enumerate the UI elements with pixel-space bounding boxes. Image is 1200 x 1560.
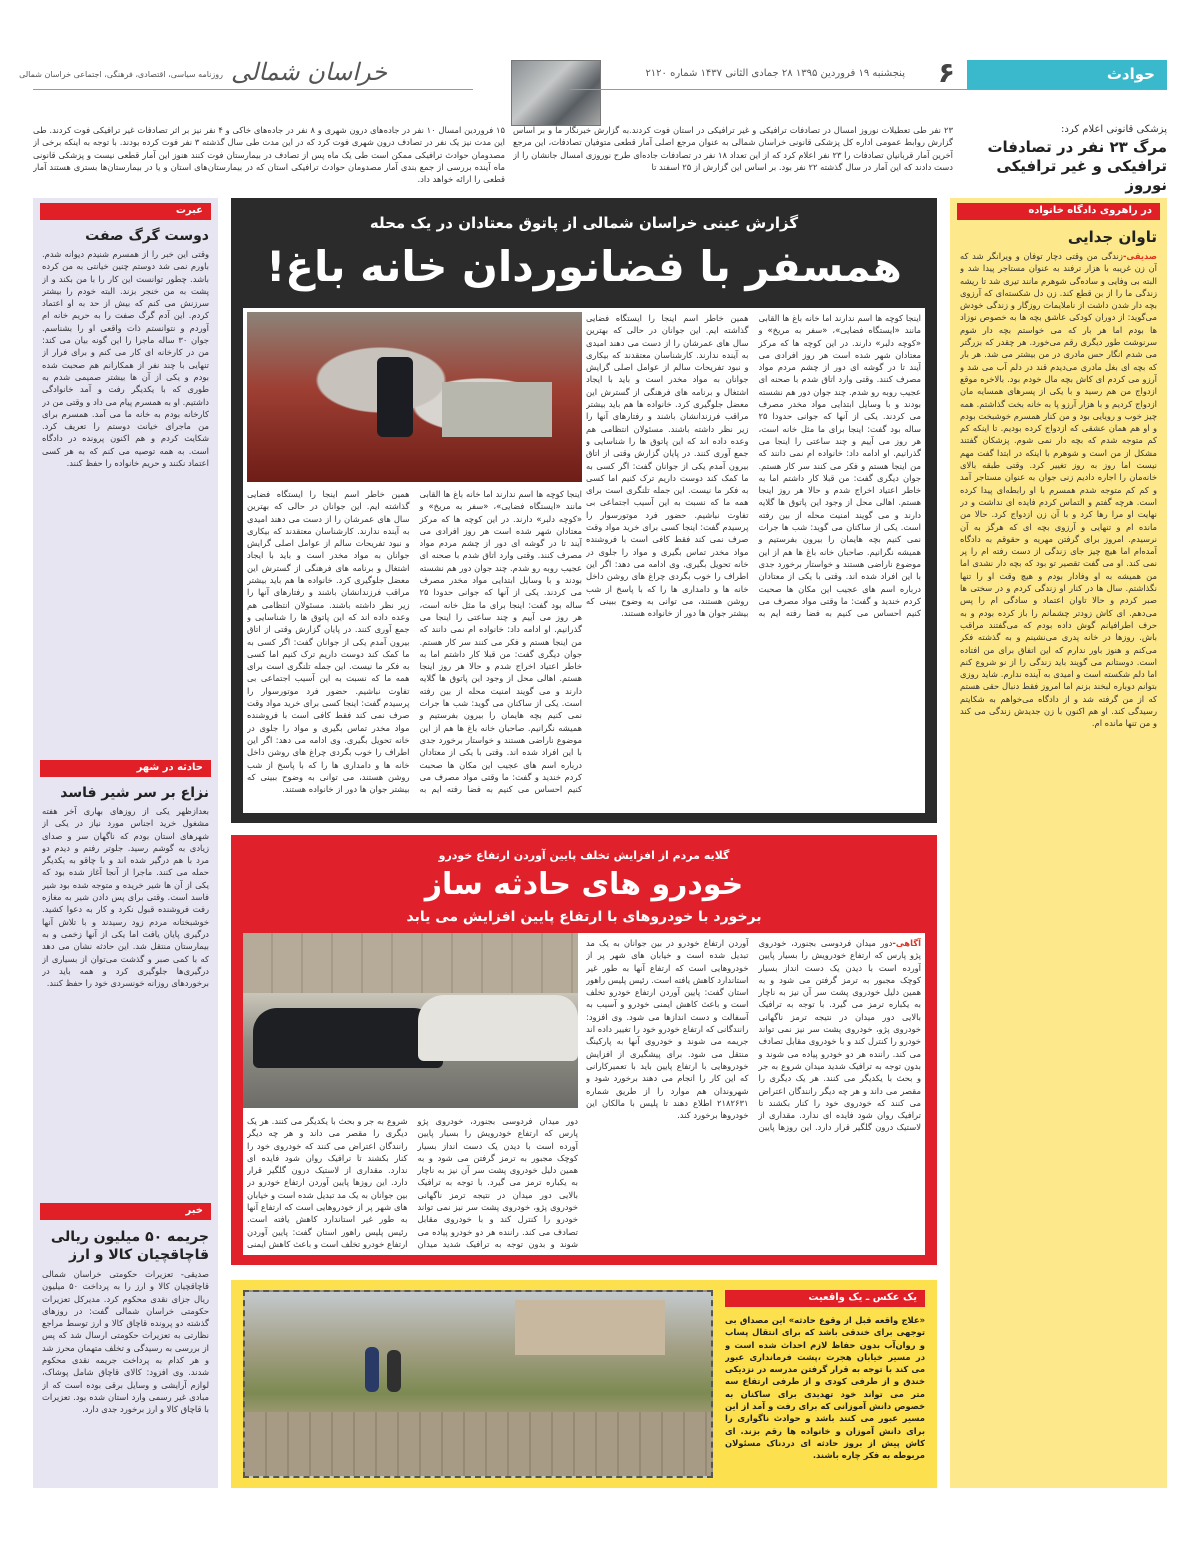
city-incident-bar: حادثه در شهر — [40, 760, 211, 777]
photo-fact-bar: یک عکس ـ یک واقعیت — [725, 1290, 925, 1307]
cars-body — [586, 937, 921, 1251]
cars-headline: خودرو های حادثه ساز — [424, 867, 744, 902]
cars-subheadline: برخورد با خودروهای با ارتفاع پایین افزایش می یابد — [406, 909, 762, 925]
header-rule-right — [570, 89, 1167, 90]
feature-body: اینجا کوچه ها اسم ندارند اما خانه باغ ها القابی مانند «ایستگاه فضایی»، «سفر به مریخ» و «کوچه دلبر» دارند. در این کوچه ها که مرکز معتادان شهر شده است هر روز افرادی می آیند تا در گوشه ای دور از چشم مردم مواد مصرف کنند. وقتی وارد اتاق شدم با صحنه ای عجیب روبه رو شدم. چند جوان دور هم نشسته بودند و با وسایل ابتدایی مواد مخدر مصرف می کردند. یکی از آنها که جوانی حدودا ۲۵ ساله بود گفت: اینجا برای ما مثل خانه است، هر روز می آییم و چند ساعتی را اینجا می گذرانیم. او ادامه داد: خانواده ام نمی دانند که من اینجا هستم و فکر می کنند سر کار هستم. جوان دیگری گفت: من قبلا کار داشتم اما به خاطر اعتیاد اخراج شدم و حالا هر روز اینجا هستم. اهالی محل از وجود این پاتوق ها گلایه دارند و می گویند امنیت محله از بین رفته است. یکی از ساکنان می گوید: شب ها جرات نمی کنیم بچه هایمان را بیرون بفرستیم و همیشه نگرانیم. صاحبان خانه باغ ها هم از این موضوع ناراضی هستند و خواستار برخورد جدی با این افراد شده اند. وقتی با یکی از معتادان درباره اسم های عجیب این مکان ها صحبت کردم خندید و گفت: ما وقتی مواد مصرف می کنیم احساس می کنیم به فضا رفته ایم به همین خاطر اسم اینجا را ایستگاه فضایی گذاشته ایم. این جوانان در حالی که بهترین سال های عمرشان را از دست می دهند امیدی به آینده ندارند. کارشناسان معتقدند که بیکاری و نبود تفریحات سالم از عوامل اصلی گرایش جوانان به مواد مخدر است و باید با ایجاد اشتغال و برنامه های فرهنگی از گسترش این معضل جلوگیری کرد. خانواده ها هم باید بیشتر مراقب فرزندانشان باشند و رفتارهای آنها را زیر نظر داشته باشند. مسئولان انتظامی هم وعده داده اند که این پاتوق ها را شناسایی و جمع آوری کنند. در پایان گزارش وقتی از اتاق بیرون آمدم یکی از جوانان گفت: اگر کسی به ما کمک کند دوست داریم ترک کنیم اما کسی به فکر ما نیست. این جمله تلنگری است برای همه ما که نسبت به این آسیب اجتماعی بی تفاوت نباشیم. حضور فرد موتورسوار را پرسیدم گفت: اینجا کسی برای خرید مواد وقت صرف نمی کند فقط کافی است با فروشنده مواد مخدر تماس بگیری و مواد را جلوی در خانه تحویل بگیری. وی ادامه می دهد: اگر این اطراف را خوب بگردی چراغ های روشن داخل خانه ها و دامداری ها را که با پاسخ از شب روشن هستند، می توانی به وضوح ببینی که بیشتر جوان ها دور از خانواده هستند. — [247, 489, 582, 795]
cars-body-lower: دور میدان فردوسی بجنورد، خودروی پژو پارس که ارتفاع خودرویش را بسیار پایین آورده است با دیدن یک دست انداز بسیار کوچک مجبور به ترمز گرفتن می شود و به همین دلیل خودروی پشت سر آن نیز به ناچار به یکباره ترمز می گیرد. با توجه به ترافیک بالایی دور میدان در نتیجه ترمز ناگهانی خودروی پژو، خودروی پشت سر نیز نمی تواند خودرو را کنترل کند و با خودروی مقابل تصادف می کند. راننده هر دو خودرو پیاده می شوند و بدون توجه به ترافیک شدید میدان شروع به جر و بحث با یکدیگر می کنند. هر یک دیگری را مقصر می داند و هر چه دیگر رانندگان اعتراض می کنند که خودروی خود را کنار بکشند تا ترافیک روان شود فایده ای ندارد. مقداری از لاستیک درون گلگیر قرار دارد. این روزها پایین آوردن ارتفاع خودرو در بین جوانان به یک مد تبدیل شده است و خیابان های شهر پر از خودروهایی است که ارتفاع آنها به طور غیر استاندارد کاهش یافته است. رئیس پلیس راهور استان گفت: پایین آوردن ارتفاع خودرو تخلف است و باعث کاهش ایمنی — [247, 1116, 578, 1249]
ebrat-body: وقتی این خبر را از همسرم شنیدم دیوانه شدم. باورم نمی شد دوستم چنین خیانتی به من کرده باشد. چطور توانست این کار را با من بکند و از پشت به من خنجر بزند. البته خودم را بیشتر سرزنش می کنم که بیش از حد به او اعتماد کردم. این آدم گرگ صفت را به حریم خانه ام آوردم و نتوانستم ذات واقعی او را بشناسم. جوان ۳۰ ساله ماجرا را این گونه بیان می کند: من در کارخانه ای کار می کنم و برای فرار از تنهایی با چند نفر از همکارانم هم صحبت شده بودم و یکی از آن ها بیشتر صمیمی شدم به طوری که با یکدیگر رفت و آمد خانوادگی داشتیم. او به همسرم پیام می داد و وقتی من در کارخانه بودم به خانه ما می آمد. همسرم برای من ماجرای خیانت دوستم را تعریف کرد. شکایت کردم و هم اکنون پرونده در دادگاه است. به همه توصیه می کنم که به هر کسی اعتماد نکنند و حریم خانواده را حفظ کنند. — [42, 249, 209, 469]
feature-kicker: گزارش عینی خراسان شمالی از پاتوق معتادان در یک محله — [369, 214, 799, 232]
cars-photo-wall — [243, 933, 578, 993]
page-number: ۶ — [937, 56, 955, 89]
city-incident-title: نزاع بر سر شیر فاسد — [60, 785, 209, 801]
feature-body-panel — [243, 308, 925, 813]
feature-photo-object-2 — [442, 382, 552, 437]
header-rule — [33, 89, 473, 90]
top-story-kicker: پزشکی قانونی اعلام کرد: — [1061, 124, 1167, 135]
section-tab: حوادث — [967, 60, 1167, 89]
top-story — [33, 124, 1167, 194]
city-incident-body: بعدازظهر یکی از روزهای بهاری آخر هفته مشغول خرید اجناس مورد نیاز در یکی از شهرهای استان بودم که ناگهان سر و صدای زیادی به گوشم رسید. جلوتر رفتم و دیدم دو مرد با هم درگیر شده اند و با چاقو به یکدیگر حمله می کنند. ماجرا از آنجا آغاز شده بود که یکی از آن ها شیر خریده و متوجه شده بود شیر فاسد است. وقتی برای پس دادن شیر به مغازه رفت فروشنده قبول نکرد و کار به دعوا کشید. خوشبختانه مردم زود رسیدند و با تلاش آنها درگیری پایان یافت اما یکی از آنها زخمی و به بیمارستان منتقل شد. این حادثه نشان می دهد که با کمی صبر و گذشت می‌توان از بسیاری از درگیری‌ها جلوگیری کرد و همه باید در برخوردهای روزانه خونسردی خود را حفظ کنند. — [42, 806, 209, 989]
cars-body-text: دور میدان فردوسی بجنورد، خودروی پژو پارس که ارتفاع خودرویش را بسیار پایین آورده است با دیدن یک دست انداز بسیار کوچک مجبور به ترمز گرفتن می شود و به همین دلیل خودروی پشت سر آن نیز به ناچار به یکباره ترمز می گیرد. با توجه به ترافیک بالایی دور میدان در نتیجه ترمز ناگهانی خودروی پژو، خودروی پشت سر نیز نمی تواند خودرو را کنترل کند و با خودروی مقابل تصادف می کند. راننده هر دو خودرو پیاده می شوند و بدون توجه به ترافیک شدید میدان شروع به جر و بحث با یکدیگر می کنند. هر یک دیگری را مقصر می داند و هر چه دیگر رانندگان اعتراض می کنند که خودروی خود را کنار بکشند تا ترافیک روان شود فایده ای ندارد. مقداری از لاستیک درون گلگیر قرار دارد. این روزها پایین آوردن ارتفاع خودرو در بین جوانان به یک مد تبدیل شده است و خیابان های شهر پر از خودروهایی است که ارتفاع آنها به طور غیر استاندارد کاهش یافته است. رئیس پلیس راهور استان گفت: پایین آوردن ارتفاع خودرو تخلف است و باعث کاهش ایمنی خودرو و آسیب به آسفالت و دست اندازها می شود. وی افزود: رانندگانی که ارتفاع خودرو خود را تغییر داده اند جریمه می شوند و خودروی آنها به پارکینگ منتقل می شود. برای پیشگیری از افزایش خودروهایی با ارتفاع پایین باید با تعمیرکارانی که این کار را انجام می دهند برخورد شود و شهروندان هم موارد را از طریق شماره ۲۱۸۲۶۳۱ اطلاع دهند تا پلیس با مالکان این خودروها برخورد کند. — [586, 938, 921, 1133]
date-line: پنجشنبه ۱۹ فروردین ۱۳۹۵ ۲۸ جمادی الثانی ۱۴۳۷ شماره ۲۱۲۰ — [645, 68, 905, 79]
cars-kicker: گلایه مردم از افزایش تخلف پایین آوردن ارتفاع خودرو — [438, 849, 730, 862]
family-court-column — [950, 198, 1167, 1488]
family-court-title: تاوان جدایی — [1067, 228, 1157, 246]
family-court-byline: صدیقی- — [1122, 251, 1157, 261]
photo-fact-person — [365, 1347, 379, 1392]
news-title: جریمه ۵۰ میلیون ریالی قاچاقچیان کالا و ارز — [50, 1229, 209, 1263]
cars-photo — [243, 933, 578, 1108]
cars-body-panel — [243, 933, 925, 1255]
feature-story — [231, 198, 937, 823]
top-story-col2: ۱۵ فروردین امسال ۱۰ نفر در جاده‌های درون شهری و ۸ نفر در جاده‌های خاکی و ۴ نفر نیز بر اثر تصادفات غیر ترافیکی فوت کردند. طی این مدت نیز یک نفر در تصادف درون شهری فوت کرد که در این مدت طی سال گذشته ۳ نفر فوت کرده بودند. با توجه به اینکه برخی از مصدومان حوادث ترافیکی ممکن است طی یک ماه پس از تصادف در بیمارستان فوت کنند هنوز این آمار قطعی نیست و پزشکی قانونی ماه آینده بررسی از جمع بندی آمار مصدومان حوادث ترافیکی استان که در بیمارستان‌های استان و یا در بیمارستان‌ها بستری هستند آمار قطعی را ارائه خواهد داد. — [33, 125, 505, 185]
feature-body-right: اینجا کوچه ها اسم ندارند اما خانه باغ ها القابی مانند «ایستگاه فضایی»، «سفر به مریخ» و «کوچه دلبر» دارند. در این کوچه ها که مرکز معتادان شهر شده است هر روز افرادی می آیند تا در گوشه ای دور از چشم مردم مواد مصرف کنند. وقتی وارد اتاق شدم با صحنه ای عجیب روبه رو شدم. چند جوان دور هم نشسته بودند و با وسایل ابتدایی مواد مخدر مصرف می کردند. یکی از آنها که جوانی حدودا ۲۵ ساله بود گفت: اینجا برای ما مثل خانه است، هر روز می آییم و چند ساعتی را اینجا می گذرانیم. او ادامه داد: خانواده ام نمی دانند که من اینجا هستم و فکر می کنند سر کار هستم. جوان دیگری گفت: من قبلا کار داشتم اما به خاطر اعتیاد اخراج شدم و حالا هر روز اینجا هستم. اهالی محل از وجود این پاتوق ها گلایه دارند و می گویند امنیت محله از بین رفته است. یکی از ساکنان می گوید: شب ها جرات نمی کنیم بچه هایمان را بیرون بفرستیم و همیشه نگرانیم. صاحبان خانه باغ ها هم از این موضوع ناراضی هستند و خواستار برخورد جدی با این افراد شده اند. وقتی با یکی از معتادان درباره اسم های عجیب این مکان ها صحبت کردم خندید و گفت: ما وقتی مواد مصرف می کنیم احساس می کنیم به فضا رفته ایم به همین خاطر اسم اینجا را ایستگاه فضایی گذاشته ایم. این جوانان در حالی که بهترین سال های عمرشان را از دست می دهند امیدی به آینده ندارند. کارشناسان معتقدند که بیکاری و نبود تفریحات سالم از عوامل اصلی گرایش جوانان به مواد مخدر است و باید با ایجاد اشتغال و برنامه های فرهنگی از گسترش این معضل جلوگیری کرد. خانواده ها هم باید بیشتر مراقب فرزندانشان باشند و رفتارهای آنها را زیر نظر داشته باشند. مسئولان انتظامی هم وعده داده اند که این پاتوق ها را شناسایی و جمع آوری کنند. در پایان گزارش وقتی از اتاق بیرون آمدم یکی از جوانان گفت: اگر کسی به ما کمک کند دوست داریم ترک کنیم اما کسی به فکر ما نیست. این جمله تلنگری است برای همه ما که نسبت به این آسیب اجتماعی بی تفاوت نباشیم. حضور فرد موتورسوار را پرسیدم گفت: اینجا کسی برای خرید مواد وقت صرف نمی کند فقط کافی است با فروشنده مواد مخدر تماس بگیری و مواد را جلوی در خانه تحویل بگیری. وی ادامه می دهد: اگر این اطراف را خوب بگردی چراغ های روشن داخل خانه ها و دامداری ها را که با پاسخ از شب روشن هستند، می توانی به وضوح ببینی که بیشتر جوان ها دور از خانواده هستند. — [586, 313, 921, 619]
photo-fact-wall — [245, 1412, 711, 1476]
photo-fact-person-2 — [387, 1350, 401, 1392]
photo-fact-photo — [243, 1290, 713, 1478]
family-court-body: زندگی من وقتی دچار توفان و ویرانگر شد که آن زن غریبه با هزار ترفند به عنوان مستاجر پیدا شد و البته بی وفایی و ساده‌گی شوهرم مانند تیری شد تا ریشه زندگی ما را از بن قطع کند. زن دل شکسته‌ای که آرزوی بچه دار شدن داشت از ناملایمات روزگار و زندگی خودش می‌گوید: از دوران کودکی عاشق بچه ها به خصوص نوزاد ها بودم اما هر بار که می خواستم بچه دار شوم سرنوشت طور دیگری رقم می‌خورد. هر چقدر که بزرگتر می شدم انگار حس مادری در من بیشتر می شد. هر بار که بچه ای بغل مادری می‌دیدم قند در دلم آب می شد و آرزو می کردم ای کاش بچه مال خودم بود. بالاخره موقع ازدواج من هم رسید و با یکی از پسرهای همسایه مان ازدواج کردیم و با هزار آرزو پا به خانه بخت گذاشتم. همه چیز خوب و رویایی بود و من کنار همسرم خوشبخت بودم و او هم همان عشقی که ازدواج کرده بودیم. تا اینکه کم کم متوجه شدم که بچه دار نمی شوم. پزشکان گفتند مشکل از من است و شوهرم با اینکه در ابتدا گفت مهم نیست اما روز به روز تغییر کرد. وقتی طبقه بالای خانه‌مان را اجاره دادیم زنی جوان به عنوان مستاجر آمد و کم کم متوجه شدم همسرم با او رابطه‌ای پیدا کرده است. هرچه گفتم و التماس کردم فایده ای نداشت و در نهایت او مرا رها کرد و با آن زن ازدواج کرد. حالا من مانده ام و تنهایی و آرزوی بچه ای که هرگز به آن نرسیدم. امروز برای گرفتن مهریه و حقوقم به دادگاه آمده‌ام اما هیچ چیز جای زندگی از دست رفته ام را پر نمی کند. او می گفت تقصیر تو بود که بچه دار نشدی اما من همیشه به او وفادار بودم و هیچ وقت او را تنها نگذاشتم. سال ها در کنار او زندگی کردم و در سختی ها صبر کردم و حالا تاوان اعتماد و سادگی ام را پس می‌دهم. ای کاش زودتر چشمانم را باز کرده بودم و به حرف اطرافیانم گوش داده بودم که می‌گفتند مراقب باش. روزها در خانه پدری می‌نشینم و به گذشته فکر می‌کنم و هنوز باور ندارم که این اتفاق برای من افتاده است. دوستانم می گویند باید زندگی را از نو شروع کنم اما دلم شکسته است و امیدی به آینده ندارم. شاید روزی بتوانم دوباره لبخند بزنم اما امروز فقط دنبال حقی هستم که از من گرفته شد و از دادگاه می‌خواهم به شکایتم رسیدگی کند. او هم اکنون با زن جدیدش زندگی می کند و من تنها مانده ام. — [960, 251, 1157, 729]
ebrat-title: دوست گرگ صفت — [85, 228, 209, 244]
photo-fact-body: «علاج واقعه قبل از وقوع حادثه» این مصداق بی توجهی برای خندقی باشد که برای انتقال پساب و روان‌آب بدون حفاظ لازم احداث شده است و در مسیر خیابان هجرت ،پشت فرمانداری عبور می کند با توجه به قرار گرفتن مدرسه در نزدیکی خندق و از طرفی کودی و از طرفی ارتفاع سه متر می تواند خود تهدیدی برای ساکنان به خصوص دانش آموزانی که برای رفت و آمد از این مسیر عبور می کنند باشد و حوادث ناگواری را برای دانش آموزان و خانواده ها رقم بزند. ای کاش پیش از بروز حادثه ای دردناک مسئولان مربوطه به فکر چاره باشند. — [725, 1315, 925, 1461]
feature-photo — [247, 312, 582, 482]
news-body: صدیقی- تعزیرات حکومتی خراسان شمالی قاچاقچیان کالا و ارز را به پرداخت ۵۰ میلیون ریال جزای نقدی محکوم کرد. مدیرکل تعزیرات حکومتی خراسان شمالی گفت: در روزهای گذشته دو پرونده قاچاق کالا و ارز توسط مراجع نظارتی به تعزیرات حکومتی ارسال شد که پس از بررسی به رسیدگی و تخلف متهمان محرز شد و هر کدام به پرداخت جریمه نقدی محکوم شدند. وی افزود: کالای قاچاق شامل پوشاک، لوازم آرایشی و وسایل برقی بوده است که از مبادی غیر رسمی وارد استان شده بود. تعزیرات با قاچاق کالا و ارز برخورد جدی دارد. — [42, 1269, 209, 1415]
top-story-col1: ۲۳ نفر طی تعطیلات نوروز امسال در تصادفات ترافیکی و غیر ترافیکی در استان فوت کردند.به گزارش خبرنگار ما و بر اساس گزارش روابط عمومی اداره کل پزشکی قانونی خراسان شمالی به عنوان مرجع اصلی آمار قطعی متوفیان تصادفات، این مرجع آخرین آمار قربانیان تصادفات را ۲۳ نفر اعلام کرد که از این تعداد ۱۸ نفر در تصادفات جاده‌ای طرح نوروزی امسال جانشان را از دست دادند که این آمار در سال گذشته ۲۲ نفر بود. بر اساس این گزارش از ۲۵ اسفند تا — [513, 125, 953, 172]
photo-fact-building — [515, 1300, 665, 1355]
family-court-bar: در راهروی دادگاه خانواده — [957, 203, 1160, 220]
ebrat-bar: عبرت — [40, 203, 211, 220]
newspaper-logo: خراسان شمالی — [231, 58, 388, 86]
cars-byline: آگاهی- — [892, 938, 921, 948]
left-column — [33, 198, 218, 1488]
masthead-photo — [511, 60, 601, 126]
top-story-headline: مرگ ۲۳ نفر در تصادفات ترافیکی و غیر ترافیکی نوروز — [987, 138, 1167, 194]
tagline: روزنامه سیاسی، اقتصادی، فرهنگی، اجتماعی خراسان شمالی — [19, 70, 223, 79]
cars-photo-car-dark — [253, 1008, 443, 1068]
feature-headline: همسفر با فضانوردان خانه باغ! — [266, 242, 902, 291]
masthead — [19, 56, 1167, 90]
news-bar: خبر — [40, 1203, 211, 1220]
cars-story — [231, 835, 937, 1265]
family-court-body-wrap — [960, 250, 1157, 1485]
cars-photo-car-light — [418, 995, 578, 1061]
feature-photo-object — [377, 357, 413, 437]
photo-fact — [231, 1280, 937, 1488]
